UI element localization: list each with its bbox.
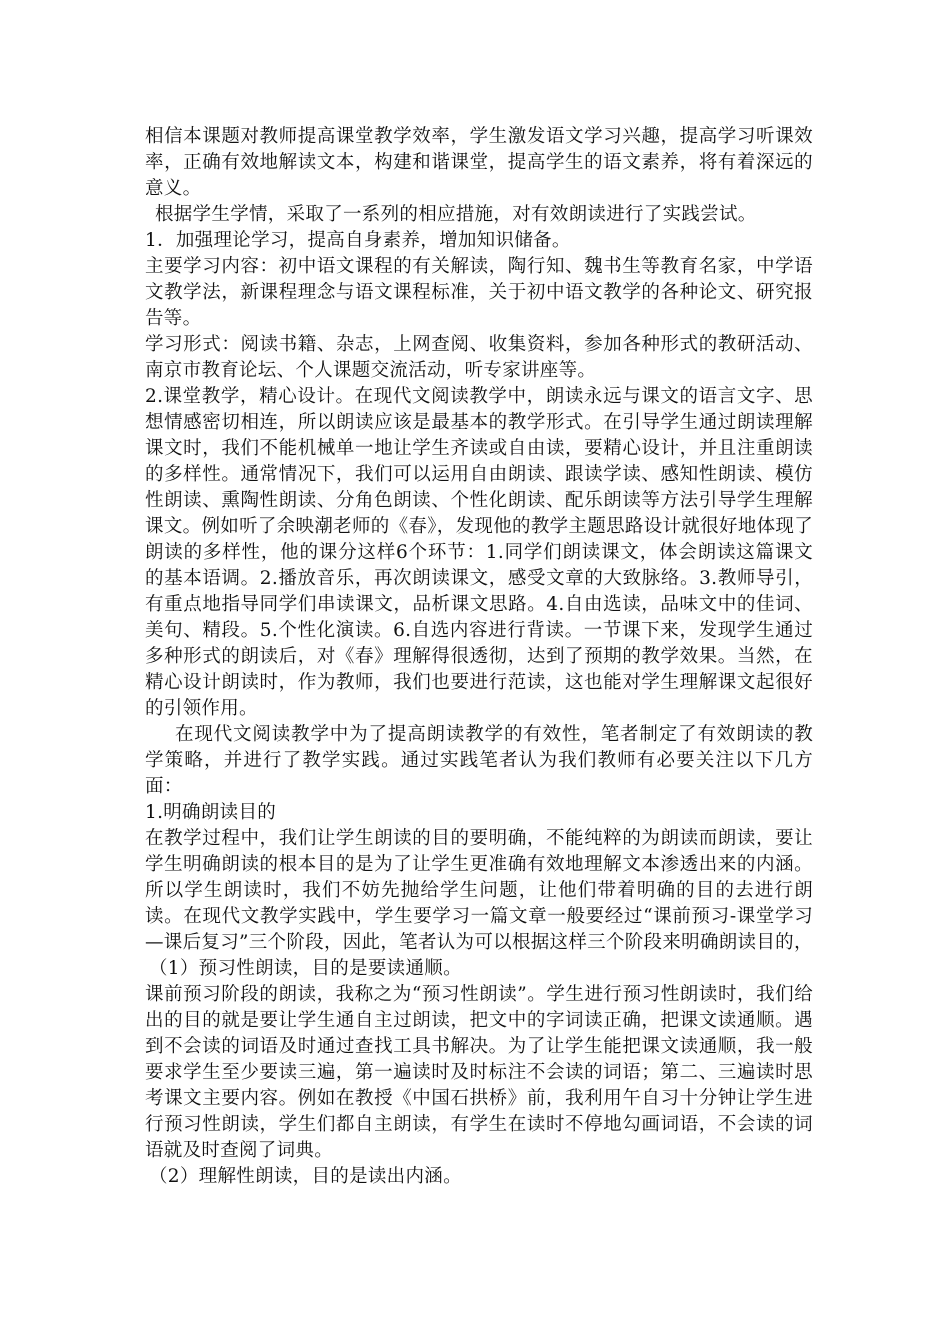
paragraph-study-content: 主要学习内容：初中语文课程的有关解读，陶行知、魏书生等教育名家，中学语文教学法，新课程理念与语文课程标准，关于初中语文教学的各种论文、研究报告等。 xyxy=(145,256,813,329)
paragraph-purpose-detail: 在教学过程中，我们让学生朗读的目的要明确，不能纯粹的为朗读而朗读，要让学生明确朗读的根本目的是为了让学生更准确有效地理解文本渗透出来的内涵。所以学生朗读时，我们不妨先抛给学生问题，让他们带着明确的目的去进行朗读。在现代文教学实践中，学生要学习一篇文章一般要经过“课前预习-课堂学习—课后复习”三个阶段，因此，笔者认为可以根据这样三个阶段来明确朗读目的， xyxy=(145,828,813,953)
paragraph-preview-detail: 课前预习阶段的朗读，我称之为“预习性朗读”。学生进行预习性朗读时，我们给出的目的就是要让学生通自主过朗读，把文中的字词读正确，把课文读通顺。遇到不会读的词语及时通过查找工具书解决。为了让学生能把课文读通顺，我一般要求学生至少要读三遍，第一遍读时及时标注不会读的词语；第二、三遍读时思考课文主要内容。例如在教授《中国石拱桥》前，我利用午自习十分钟让学生进行预习性朗读，学生们都自主朗读，有学生在读时不停地勾画词语，不会读的词语就及时查阅了词典。 xyxy=(145,984,813,1161)
heading-reading-purpose: 1.明确朗读目的 xyxy=(145,802,277,823)
heading-preview-reading: （1）预习性朗读，目的是要读通顺。 xyxy=(149,958,462,979)
document-page xyxy=(145,124,813,1190)
heading-theory-study: 1．加强理论学习，提高自身素养，增加知识储备。 xyxy=(145,230,571,251)
heading-comprehension-reading: （2）理解性朗读，目的是读出内涵。 xyxy=(149,1166,462,1187)
paragraph-practice-attempt: 根据学生学情，采取了一系列的相应措施，对有效朗读进行了实践尝试。 xyxy=(155,204,757,225)
paragraph-reading-strategy: 在现代文阅读教学中为了提高朗读教学的有效性，笔者制定了有效朗读的教学策略，并进行了教学实践。通过实践笔者认为我们教师有必要关注以下几方面： xyxy=(145,724,813,797)
paragraph-study-form: 学习形式：阅读书籍、杂志，上网查阅、收集资料，参加各种形式的教研活动、南京市教育论坛、个人课题交流活动，听专家讲座等。 xyxy=(145,334,813,381)
paragraph-intro-significance: 相信本课题对教师提高课堂教学效率，学生激发语文学习兴趣，提高学习听课效率，正确有效地解读文本，构建和谐课堂，提高学生的语文素养，将有着深远的意义。 xyxy=(145,126,813,199)
paragraph-classroom-design: 2.课堂教学，精心设计。在现代文阅读教学中，朗读永远与课文的语言文字、思想情感密切相连，所以朗读应该是最基本的教学形式。在引导学生通过朗读理解课文时，我们不能机械单一地让学生齐读或自由读，要精心设计，并且注重朗读的多样性。通常情况下，我们可以运用自由朗读、跟读学读、感知性朗读、模仿性朗读、熏陶性朗读、分角色朗读、个性化朗读、配乐朗读等方法引导学生理解课文。例如听了余映潮老师的《春》，发现他的教学主题思路设计就很好地体现了朗读的多样性，他的课分这样6个环节：1.同学们朗读课文，体会朗读这篇课文的基本语调。2.播放音乐，再次朗读课文，感受文章的大致脉络。3.教师导引，有重点地指导同学们串读课文，品析课文思路。4.自由选读，品味文中的佳词、美句、精段。5.个性化演读。6.自选内容进行背读。一节课下来，发现学生通过多种形式的朗读后，对《春》理解得很透彻，达到了预期的教学效果。当然，在精心设计朗读时，作为教师，我们也要进行范读，这也能对学生理解课文起很好的引领作用。 xyxy=(145,386,813,719)
